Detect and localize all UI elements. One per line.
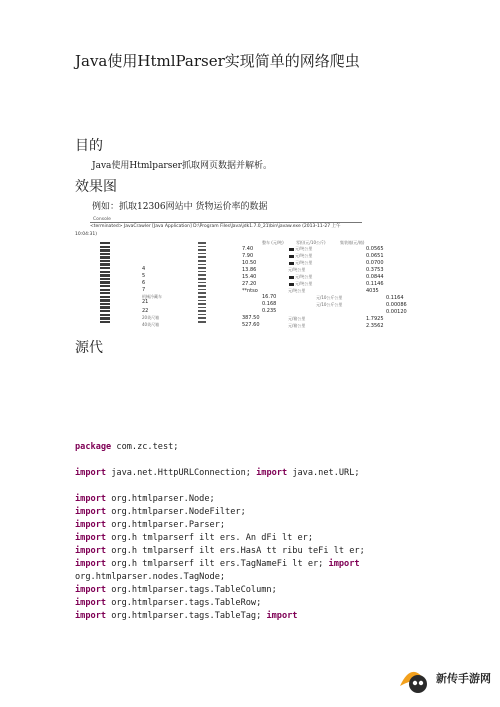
unit-label: 元/10公斤公里 xyxy=(316,295,343,300)
console-time: 10:04:31) xyxy=(75,232,97,237)
column-header: 整车 (元/吨) xyxy=(262,240,284,245)
value-col2: 0.1164 xyxy=(386,295,404,301)
code-line: import org.htmlparser.tags.TableColumn; xyxy=(75,585,277,595)
value-col2: 2.3562 xyxy=(366,323,384,329)
value-col1: 7.90 xyxy=(242,253,254,259)
value-col1: 387.50 xyxy=(242,315,260,321)
console-tab: Console xyxy=(93,217,111,222)
value-col2b: 4035 xyxy=(366,288,379,294)
effect-text: 例如：抓取12306网站中 货物运价率的数据 xyxy=(92,202,268,212)
value-col2: 0.0651 xyxy=(366,253,384,259)
code-line: package com.zc.test; xyxy=(75,442,179,452)
left-number: 4 xyxy=(142,266,146,272)
value-col2: 1.7925 xyxy=(366,316,384,322)
console-garbled-column-mid xyxy=(198,242,206,325)
column-header: 集装箱(元/箱) xyxy=(340,240,365,245)
left-number: 6 xyxy=(142,280,146,286)
unit-label: 元/10公斤公里 xyxy=(316,302,343,307)
value-col1: 0.168 xyxy=(262,301,277,307)
left-number: 7 xyxy=(142,287,146,293)
left-number: 21 xyxy=(142,299,149,305)
code-line: import org.htmlparser.NodeFilter; xyxy=(75,507,246,517)
unit-label: 元/箱公里 xyxy=(288,323,306,328)
code-line: import org.h tmlparserf ilt ers.HasA tt ribu teFi lt er; xyxy=(75,546,365,556)
value-col1: 0.235 xyxy=(262,308,277,314)
unit-label: 元/吨公里 xyxy=(288,267,306,272)
left-label: 机械冷藏车 xyxy=(142,294,162,299)
watermark-text: 新传手游网 xyxy=(436,672,491,685)
code-line: import org.htmlparser.tags.TableRow; xyxy=(75,598,262,608)
value-col2: 0.1146 xyxy=(366,281,384,287)
unit-label: 元/吨公里 xyxy=(288,281,312,287)
value-col1: 13.86 xyxy=(242,267,257,273)
value-col2: 0.0565 xyxy=(366,246,384,252)
code-line: import org.h tmlparserf ilt ers.TagNameFi lt er; import xyxy=(75,559,360,569)
unit-label: 元/吨公里 xyxy=(288,288,306,293)
value-col1: 10.50 xyxy=(242,260,257,266)
console-terminated-line: <terminated> JavaCrawler [Java Application] D:\Program Files\Java\jdk1.7.0_21\bin\javaw.exe (2013-11-27 上午 xyxy=(90,224,341,229)
unit-label: 元/箱公里 xyxy=(288,316,306,321)
console-screenshot xyxy=(75,216,407,334)
code-line: import org.htmlparser.Node; xyxy=(75,494,215,504)
unit-label: 元/吨公里 xyxy=(288,246,312,252)
value-col1: 27.20 xyxy=(242,281,257,287)
value-col2b: 0.3753 xyxy=(366,267,384,273)
section-heading-purpose: 目的 xyxy=(75,138,103,154)
document-title: Java使用HtmlParser实现简单的网络爬虫 xyxy=(75,52,360,70)
value-col1: 7.40 xyxy=(242,246,254,252)
code-line: import org.h tmlparserf ilt ers. An dFi lt er; xyxy=(75,533,314,543)
purpose-text: Java使用Htmlparser抓取网页数据并解析。 xyxy=(92,161,272,171)
section-heading-effect: 效果图 xyxy=(75,179,117,195)
value-col2: 0.00120 xyxy=(386,309,407,315)
section-heading-source: 源代 xyxy=(75,340,103,356)
code-line: import org.htmlparser.Parser; xyxy=(75,520,226,530)
unit-label: 元/吨公里 xyxy=(288,274,312,280)
column-header: 零担(元/10公斤) xyxy=(296,240,326,245)
unit-label: 元/吨公里 xyxy=(288,260,312,266)
value-col1: 16.70 xyxy=(262,294,277,300)
watermark-logo xyxy=(396,656,496,700)
code-line: org.htmlparser.nodes.TagNode; xyxy=(75,572,226,582)
value-col2: 0.0700 xyxy=(366,260,384,266)
console-header xyxy=(90,216,362,223)
left-label: 40英尺箱 xyxy=(142,322,160,327)
value-col2: 0.00086 xyxy=(386,302,407,308)
console-garbled-column-left xyxy=(100,242,110,324)
unit-label: 元/吨公里 xyxy=(288,253,312,259)
code-line: import java.net.HttpURLConnection; import java.net.URL; xyxy=(75,468,360,478)
value-col-extra: **ntso xyxy=(242,288,258,294)
left-number: 22 xyxy=(142,308,149,314)
left-number: 5 xyxy=(142,273,146,279)
value-col1: 15.40 xyxy=(242,274,257,280)
value-col1: 527.60 xyxy=(242,322,260,328)
value-col2: 0.0844 xyxy=(366,274,384,280)
code-line: import org.htmlparser.tags.TableTag; import xyxy=(75,611,298,621)
left-label: 20英尺箱 xyxy=(142,315,160,320)
